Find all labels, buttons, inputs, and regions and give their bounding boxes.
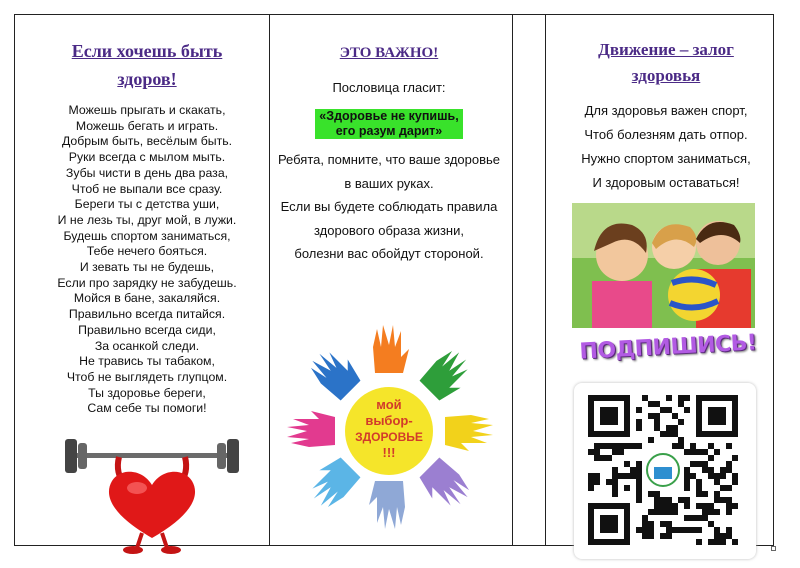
left-title-line: Если хочешь быть: [71, 41, 223, 61]
proverb-line: его разум дарит»: [335, 124, 443, 138]
poem-line: Правильно всегда питайся.: [68, 307, 226, 322]
body-line: здорового образа жизни,: [313, 222, 464, 238]
hand-icon: [369, 481, 405, 529]
poem-line: Можешь прыгать и скакать,: [68, 103, 226, 117]
middle-title: ЭТО ВАЖНО!: [339, 45, 439, 61]
poem-line: Правильно всегда сиди,: [78, 322, 216, 337]
body-line: в ваших руках.: [344, 175, 434, 191]
poem-line: Руки всегда с мылом мыть.: [68, 150, 226, 165]
health-poem: [39, 103, 255, 417]
qr-code-icon: [574, 383, 756, 559]
right-title-line: Движение – залог: [598, 40, 734, 59]
poem-line: Зубы чисти в день два раза,: [65, 165, 229, 180]
poem-line: Сам себе ты помоги!: [87, 401, 207, 416]
subscribe-banner: ПОДПИШИСЬ!: [578, 330, 758, 365]
emblem-text: ЗДОРОВЬЕ: [355, 430, 423, 444]
colorful-hands-emblem: [277, 303, 501, 533]
poem-line: Мойся в бане, закаляйся.: [73, 291, 221, 306]
hand-icon: [373, 325, 409, 373]
body-line: Для здоровья важен спорт,: [584, 103, 748, 118]
body-line: И здоровым оставаться!: [592, 175, 740, 190]
hand-icon: [305, 342, 364, 401]
middle-body: [273, 148, 505, 266]
hand-icon: [415, 456, 474, 515]
left-column: [39, 15, 255, 545]
proverb-quote: [273, 109, 505, 140]
poem-line: Тебе нечего бояться.: [86, 244, 208, 259]
column-divider: [545, 15, 546, 545]
left-title-line: здоров!: [117, 69, 177, 89]
poem-line: Можешь бегать и играть.: [75, 118, 219, 133]
body-line: болезни вас обойдут стороной.: [294, 246, 484, 261]
emblem-text: мой: [376, 397, 402, 412]
children-photo: [572, 203, 755, 328]
body-line: Ребята, помните, что ваше здоровье: [277, 152, 501, 167]
poem-line: Чтоб не выпали все сразу.: [71, 181, 223, 196]
poem-line: Если про зарядку не забудешь.: [57, 275, 237, 290]
right-title-line: здоровья: [631, 66, 701, 85]
proverb-line: «Здоровье не купишь,: [319, 109, 459, 123]
poem-line: Береги ты с детства уши,: [74, 197, 220, 212]
hand-icon: [302, 453, 361, 512]
poem-line: И зевать ты не будешь,: [79, 260, 215, 275]
hand-icon: [418, 345, 477, 404]
emblem-text: выбор-: [365, 413, 413, 428]
heart-weightlifter-illustration: [57, 433, 247, 555]
body-line: Чтоб болезням дать отпор.: [584, 127, 748, 142]
page-corner-marker: [771, 546, 776, 551]
body-line: Нужно спортом заниматься,: [581, 151, 751, 166]
right-column: [559, 15, 773, 545]
proverb-highlight: [315, 109, 462, 139]
poem-line: Не травись ты табаком,: [79, 354, 215, 369]
poem-line: Будешь спортом заниматься,: [63, 228, 231, 243]
poem-line: И не лезь ты, друг мой, в лужи.: [57, 212, 237, 227]
saying-intro: Пословица гласит:: [332, 80, 446, 95]
brochure-frame: [14, 14, 774, 546]
hand-icon: [287, 411, 335, 447]
poem-line: Чтоб не выглядеть глупцом.: [66, 369, 228, 384]
column-divider: [269, 15, 270, 545]
poem-line: Добрым быть, весёлым быть.: [61, 134, 233, 149]
hand-icon: [445, 415, 493, 451]
qr-code[interactable]: [574, 383, 756, 559]
poem-line: За осанкой следи.: [94, 338, 200, 353]
middle-column: [273, 15, 505, 545]
poem-line: Ты здоровье береги,: [88, 385, 206, 400]
right-title: [559, 37, 773, 89]
column-divider: [512, 15, 513, 545]
right-body: [559, 99, 773, 195]
left-title: [39, 37, 255, 93]
body-line: Если вы будете соблюдать правила: [280, 199, 498, 214]
emblem-text: !!!: [382, 445, 396, 460]
